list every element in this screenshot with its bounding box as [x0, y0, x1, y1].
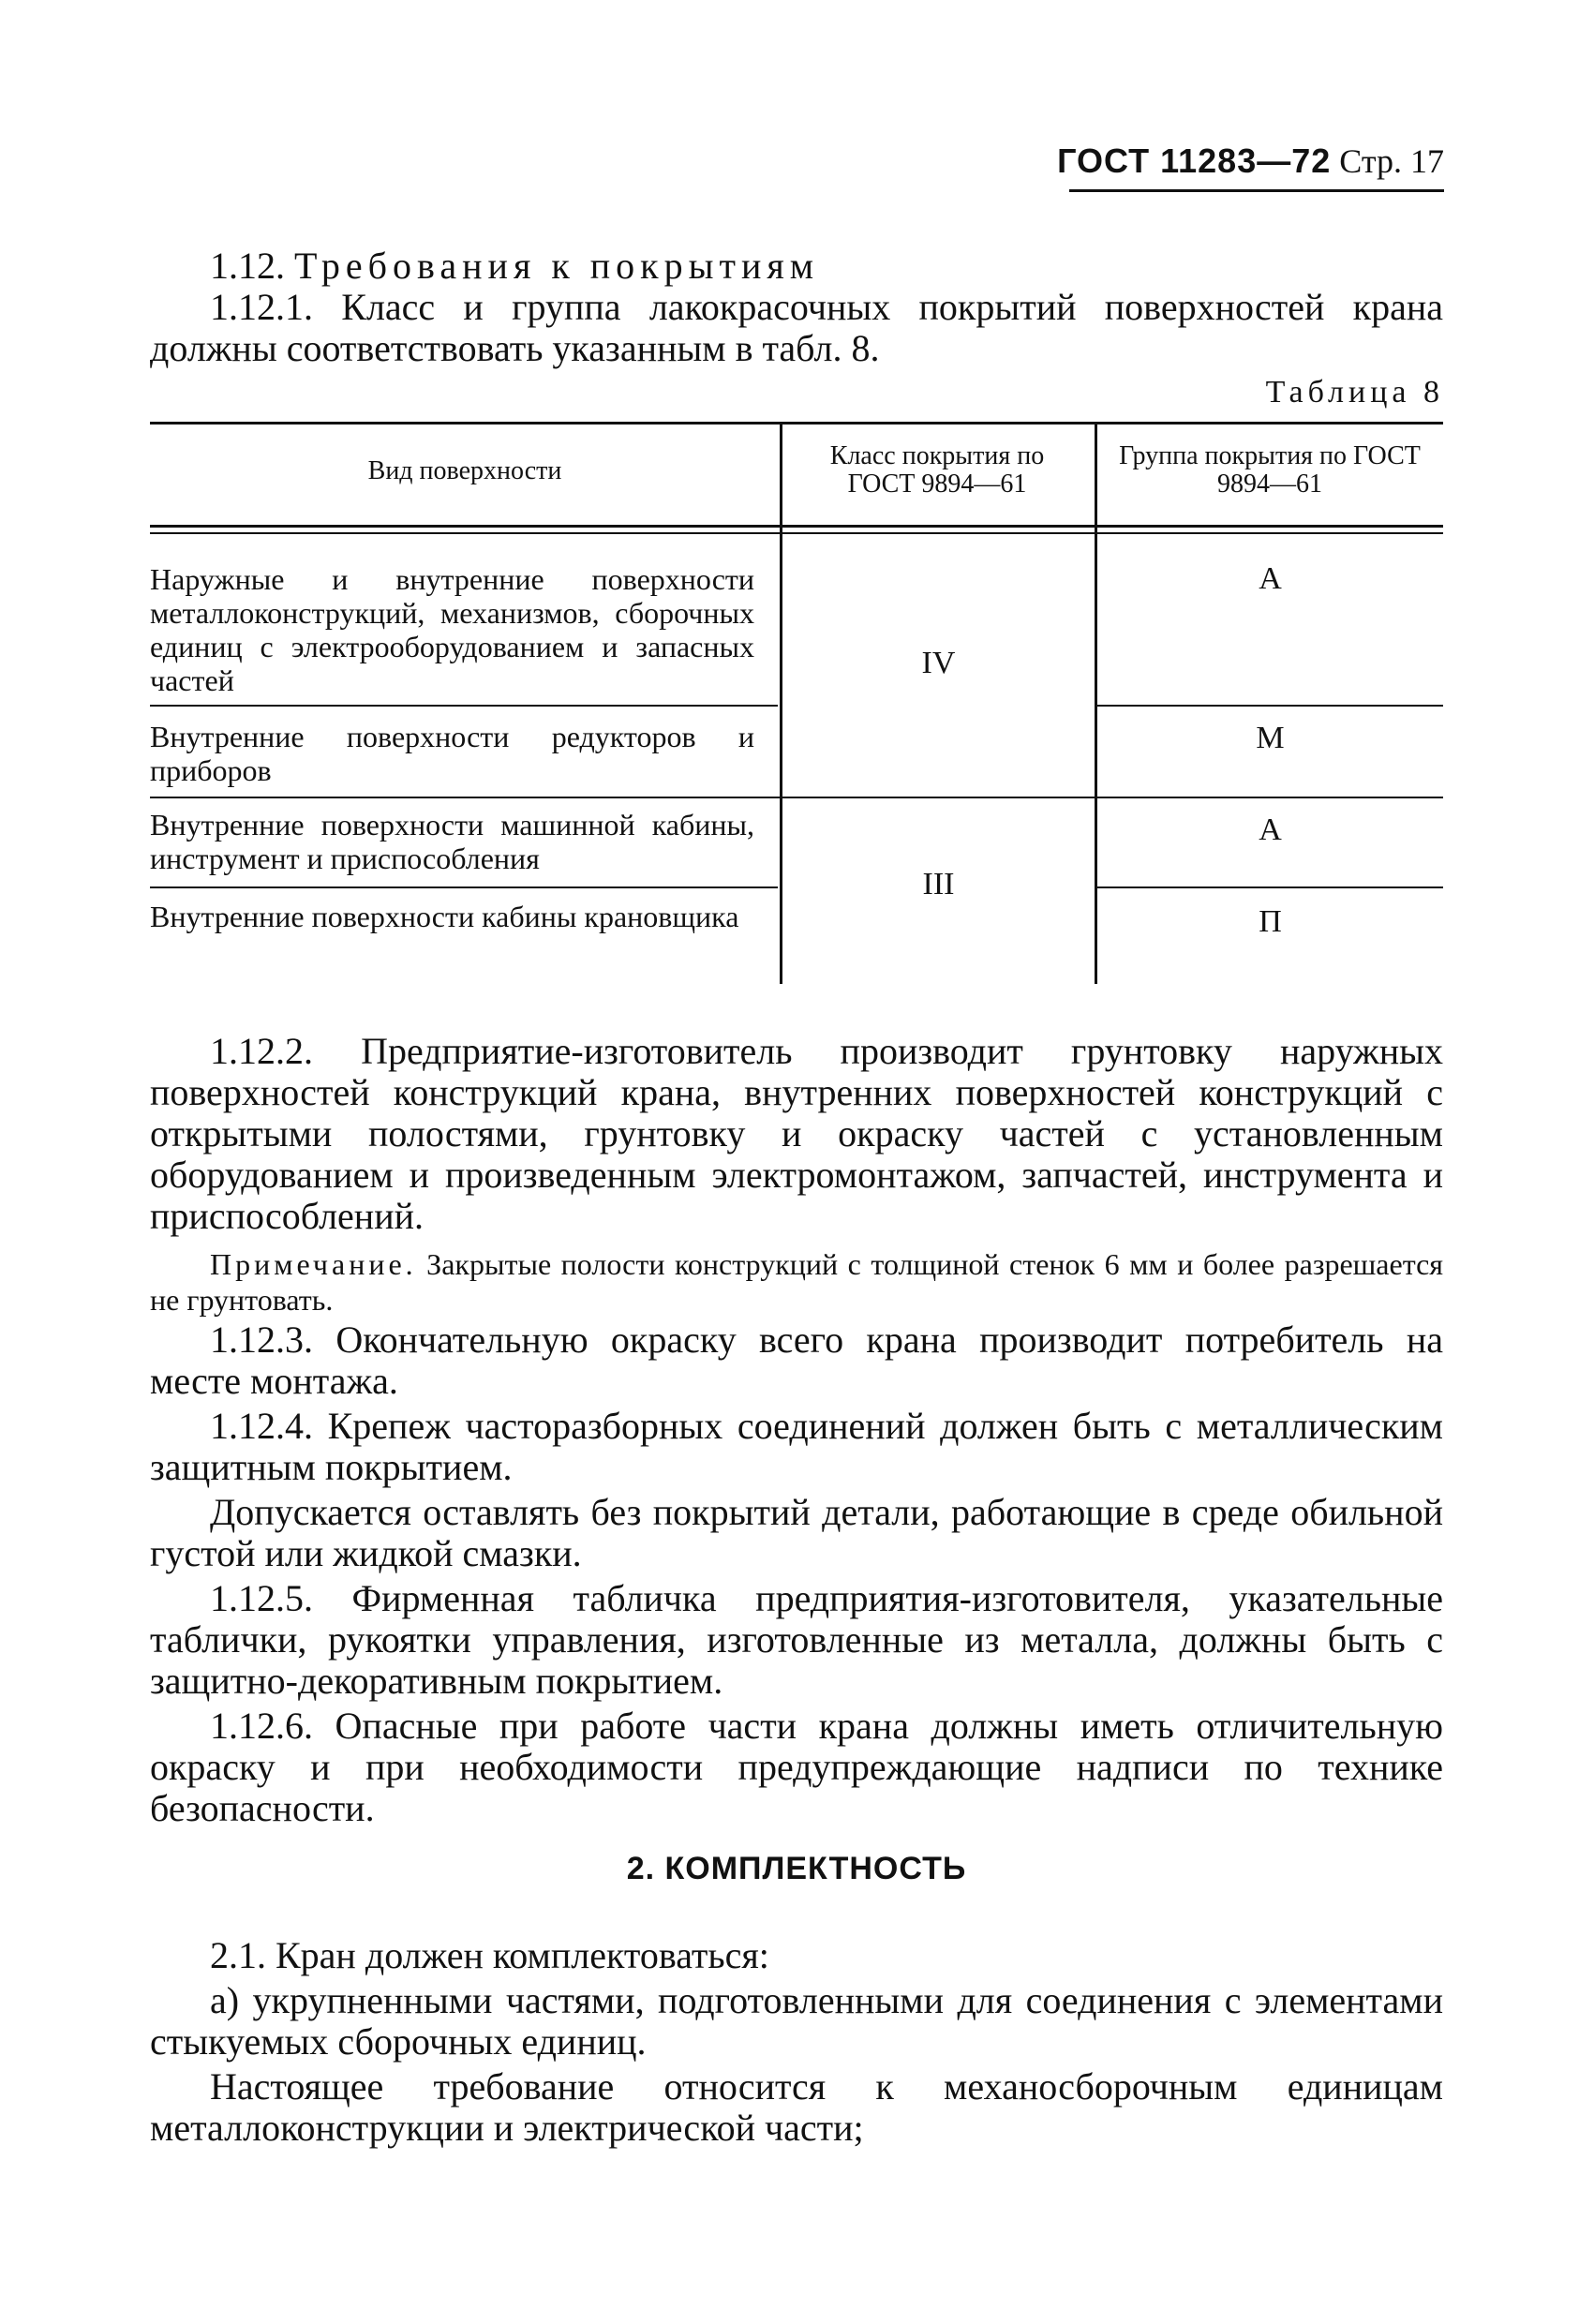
paragraph-1-12-6: 1.12.6. Опасные при работе части крана должны иметь отличительную окраску и при необходимости предупреждающие надписи по технике безопасности. [150, 1705, 1443, 1829]
coating-group-value: А [1259, 812, 1282, 847]
header-coating-class: Класс покрытия по ГОСТ 9894—61 [829, 441, 1045, 499]
section-2-title: 2. КОМПЛЕКТНОСТЬ [626, 1851, 967, 1886]
coating-group-value: М [1256, 721, 1285, 755]
section-1-12-title [150, 246, 1443, 287]
paragraph-1-12-1: 1.12.1. Класс и группа лакокрасочных покрытий поверхностей крана должны соответствовать указанным в табл. 8. [150, 286, 1443, 369]
note-text: Закрытые полости конструкций с толщиной стенок 6 мм и более разрешается не грунтовать. [150, 1247, 1443, 1317]
header-surface-type: Вид поверхности [367, 456, 562, 485]
header-coating-group: Группа покрытия по ГОСТ 9894—61 [1119, 441, 1421, 499]
paragraph-1-12-2: 1.12.2. Предприятие-изготовитель производит грунтовку наружных поверхностей конструкций крана, внутренних поверхностей конструкций с открытыми полостями, грунтовку и окраску частей с установленным оборудованием и произведенным электромонтажом, запчастей, инструмента и приспособлений. [150, 1030, 1443, 1237]
page-number: Стр. 17 [1339, 142, 1444, 180]
table-row-surface: Внутренние поверхности кабины крановщика [150, 900, 739, 933]
table-row-surface: Наружные и внутренние поверхности металлоконструкций, механизмов, сборочных единиц с электрооборудованием и запасных частей [150, 562, 754, 697]
table-row-surface: Внутренние поверхности редукторов и приборов [150, 720, 754, 787]
standard-number: ГОСТ 11283—72 [1057, 142, 1332, 180]
paragraph-1-12-5: 1.12.5. Фирменная табличка предприятия-изготовителя, указательные таблички, рукоятки управления, изготовленные из металла, должны быть с защитно-декоративным покрытием. [150, 1577, 1443, 1702]
section-number: 1.12. [210, 245, 285, 287]
table-caption: Таблица 8 [1265, 375, 1444, 410]
coating-table [150, 422, 1443, 984]
note [150, 1246, 1443, 1318]
header-rule [1069, 189, 1444, 192]
paragraph-requirement: Настоящее требование относится к механосборочным единицам металлоконструкции и электрической части; [150, 2065, 1443, 2149]
paragraph-1-12-4: 1.12.4. Крепеж часторазборных соединений должен быть с металлическим защитным покрытием. [150, 1405, 1443, 1488]
page-header [1057, 141, 1444, 182]
table-row-surface: Внутренние поверхности машинной кабины, инструмент и приспособления [150, 808, 754, 875]
coating-class-value: IV [921, 646, 956, 680]
coating-class-value: III [922, 867, 955, 901]
note-label: Примечание. [210, 1247, 417, 1281]
coating-group-value: П [1259, 904, 1282, 939]
paragraph-2-1: 2.1. Кран должен комплектоваться: [210, 1934, 769, 1976]
paragraph-item-a: а) укрупненными частями, подготовленными для соединения с элементами стыкуемых сборочных единиц. [150, 1979, 1443, 2063]
section-title-text: Требования к покрытиям [294, 245, 820, 287]
coating-group-value: А [1259, 561, 1282, 596]
paragraph-1-12-3: 1.12.3. Окончательную окраску всего крана производит потребитель на месте монтажа. [150, 1318, 1443, 1402]
paragraph-allowance: Допускается оставлять без покрытий детали, работающие в среде обильной густой или жидкой смазки. [150, 1491, 1443, 1574]
